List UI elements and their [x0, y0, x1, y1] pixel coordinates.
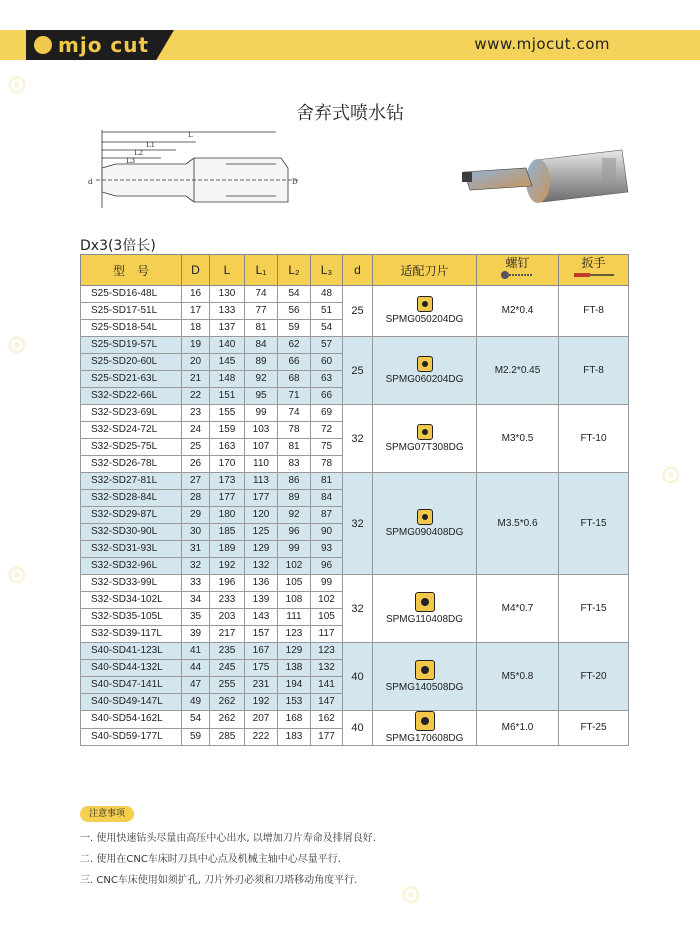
cell-L: 145	[210, 354, 245, 371]
cell-L1: 175	[245, 660, 278, 677]
cell-shank-d: 32	[343, 575, 373, 643]
cell-screw: M5*0.8	[477, 643, 559, 711]
screw-icon	[500, 270, 536, 280]
table-row	[81, 286, 629, 303]
cell-wrench: FT-8	[559, 286, 629, 337]
dim-D: D	[292, 178, 298, 186]
cell-D: 17	[182, 303, 210, 320]
cell-D: 35	[182, 609, 210, 626]
col-D: D	[182, 255, 210, 286]
cell-L: 177	[210, 490, 245, 507]
cell-L3: 93	[311, 541, 343, 558]
cell-L2: 123	[278, 626, 311, 643]
cell-L1: 136	[245, 575, 278, 592]
col-wrench-label: 扳手	[581, 256, 606, 270]
cell-L2: 66	[278, 354, 311, 371]
table-row	[81, 711, 629, 729]
cell-D: 34	[182, 592, 210, 609]
cell-L2: 153	[278, 694, 311, 711]
cell-L2: 74	[278, 405, 311, 422]
insert-icon	[417, 356, 433, 372]
cell-L1: 157	[245, 626, 278, 643]
cell-L: 255	[210, 677, 245, 694]
cell-L2: 86	[278, 473, 311, 490]
insert-code: SPMG060204DG	[385, 373, 464, 385]
note-item: 三. CNC车床使用如须扩孔, 刀片外刃必须和刀塔移动角度平行.	[80, 875, 358, 886]
cell-L: 203	[210, 609, 245, 626]
cell-L2: 71	[278, 388, 311, 405]
cell-D: 24	[182, 422, 210, 439]
watermark: ⊙	[6, 70, 28, 100]
cell-L: 245	[210, 660, 245, 677]
cell-L: 233	[210, 592, 245, 609]
cell-L2: 129	[278, 643, 311, 660]
cell-shank-d: 40	[343, 643, 373, 711]
col-d: d	[343, 255, 373, 286]
cell-L1: 177	[245, 490, 278, 507]
watermark: ⊙	[6, 330, 28, 360]
cell-L1: 231	[245, 677, 278, 694]
cell-L2: 68	[278, 371, 311, 388]
dim-L: L	[188, 131, 193, 139]
cell-L: 185	[210, 524, 245, 541]
cell-L1: 120	[245, 507, 278, 524]
col-wrench	[559, 255, 629, 286]
cell-model: S32-SD39-117L	[81, 626, 182, 643]
note-item: 二. 使用在CNC车床时刀具中心点及机械主轴中心尽量平行.	[80, 854, 341, 865]
cell-L: 196	[210, 575, 245, 592]
col-screw-label: 螺钉	[505, 256, 530, 270]
cell-L2: 138	[278, 660, 311, 677]
cell-L3: 75	[311, 439, 343, 456]
cell-D: 59	[182, 728, 210, 746]
cell-L3: 96	[311, 558, 343, 575]
watermark: ⊙	[660, 460, 682, 490]
table-row	[81, 575, 629, 592]
cell-D: 54	[182, 711, 210, 729]
dim-d: d	[88, 178, 93, 186]
notes-label: 注意事项	[80, 806, 134, 822]
cell-L1: 77	[245, 303, 278, 320]
cell-L1: 125	[245, 524, 278, 541]
cell-L: 155	[210, 405, 245, 422]
cell-L: 262	[210, 711, 245, 729]
cell-L3: 123	[311, 643, 343, 660]
cell-L1: 92	[245, 371, 278, 388]
cell-D: 21	[182, 371, 210, 388]
cell-D: 28	[182, 490, 210, 507]
cell-L3: 51	[311, 303, 343, 320]
cell-L: 192	[210, 558, 245, 575]
insert-icon	[417, 424, 433, 440]
cell-L2: 54	[278, 286, 311, 303]
cell-L3: 57	[311, 337, 343, 354]
cell-D: 47	[182, 677, 210, 694]
cell-model: S32-SD26-78L	[81, 456, 182, 473]
cell-L: 217	[210, 626, 245, 643]
table-header-row	[81, 255, 629, 286]
insert-code: SPMG110408DG	[385, 613, 464, 625]
cell-L1: 103	[245, 422, 278, 439]
cell-wrench: FT-25	[559, 711, 629, 746]
dim-L3: L3	[126, 157, 136, 165]
cell-L2: 96	[278, 524, 311, 541]
cell-L3: 141	[311, 677, 343, 694]
col-model: 型 号	[81, 255, 182, 286]
cell-model: S32-SD22-66L	[81, 388, 182, 405]
col-L1: L₁	[245, 255, 278, 286]
table-row	[81, 337, 629, 354]
cell-screw: M3.5*0.6	[477, 473, 559, 575]
cell-L2: 168	[278, 711, 311, 729]
col-screw	[477, 255, 559, 286]
cell-L2: 83	[278, 456, 311, 473]
table-row	[81, 473, 629, 490]
cell-L1: 129	[245, 541, 278, 558]
cell-L: 235	[210, 643, 245, 660]
cell-L2: 194	[278, 677, 311, 694]
cell-model: S32-SD29-87L	[81, 507, 182, 524]
cell-model: S32-SD33-99L	[81, 575, 182, 592]
cell-L3: 54	[311, 320, 343, 337]
cell-L: 148	[210, 371, 245, 388]
cell-L1: 207	[245, 711, 278, 729]
cell-L3: 84	[311, 490, 343, 507]
table-row	[81, 643, 629, 660]
drill-drawing	[76, 128, 316, 218]
cell-insert	[373, 405, 477, 473]
watermark: ⊙	[6, 560, 28, 590]
cell-shank-d: 32	[343, 473, 373, 575]
cell-L3: 105	[311, 609, 343, 626]
cell-model: S25-SD20-60L	[81, 354, 182, 371]
insert-code: SPMG07T308DG	[385, 441, 464, 453]
cell-L: 133	[210, 303, 245, 320]
cell-L1: 95	[245, 388, 278, 405]
cell-D: 29	[182, 507, 210, 524]
note-item: 一. 使用快速钻头尽量由高压中心出水, 以增加刀片寿命及排屑良好.	[80, 833, 376, 844]
watermark: ⊙	[400, 880, 422, 910]
cell-L3: 147	[311, 694, 343, 711]
cell-L3: 81	[311, 473, 343, 490]
col-insert: 适配刀片	[373, 255, 477, 286]
cell-L2: 56	[278, 303, 311, 320]
cell-model: S32-SD31-93L	[81, 541, 182, 558]
cell-L1: 84	[245, 337, 278, 354]
logo-text: mjo cut	[58, 33, 150, 57]
cell-L3: 87	[311, 507, 343, 524]
cell-L2: 108	[278, 592, 311, 609]
cell-D: 19	[182, 337, 210, 354]
cell-L2: 62	[278, 337, 311, 354]
cell-L3: 132	[311, 660, 343, 677]
cell-model: S25-SD16-48L	[81, 286, 182, 303]
cell-L1: 132	[245, 558, 278, 575]
cell-insert	[373, 711, 477, 746]
cell-L3: 66	[311, 388, 343, 405]
cell-screw: M3*0.5	[477, 405, 559, 473]
dim-L2: L2	[134, 149, 144, 157]
cell-L1: 113	[245, 473, 278, 490]
cell-L1: 99	[245, 405, 278, 422]
cell-L2: 99	[278, 541, 311, 558]
cell-L3: 117	[311, 626, 343, 643]
cell-model: S32-SD34-102L	[81, 592, 182, 609]
cell-screw: M6*1.0	[477, 711, 559, 746]
cell-D: 32	[182, 558, 210, 575]
cell-L: 151	[210, 388, 245, 405]
cell-model: S25-SD18-54L	[81, 320, 182, 337]
cell-L: 137	[210, 320, 245, 337]
cell-L: 170	[210, 456, 245, 473]
cell-model: S40-SD41-123L	[81, 643, 182, 660]
cell-model: S32-SD27-81L	[81, 473, 182, 490]
cell-L1: 81	[245, 320, 278, 337]
cell-L: 189	[210, 541, 245, 558]
cell-insert	[373, 286, 477, 337]
cell-L1: 167	[245, 643, 278, 660]
cell-D: 30	[182, 524, 210, 541]
cell-model: S40-SD49-147L	[81, 694, 182, 711]
cell-model: S40-SD44-132L	[81, 660, 182, 677]
cell-L2: 89	[278, 490, 311, 507]
cell-D: 49	[182, 694, 210, 711]
cell-model: S32-SD28-84L	[81, 490, 182, 507]
cell-wrench: FT-15	[559, 575, 629, 643]
cell-model: S25-SD21-63L	[81, 371, 182, 388]
cell-wrench: FT-20	[559, 643, 629, 711]
cell-D: 23	[182, 405, 210, 422]
cell-wrench: FT-8	[559, 337, 629, 405]
cell-insert	[373, 643, 477, 711]
cell-model: S40-SD59-177L	[81, 728, 182, 746]
cell-L: 173	[210, 473, 245, 490]
cell-L2: 59	[278, 320, 311, 337]
cell-model: S40-SD54-162L	[81, 711, 182, 729]
cell-L3: 78	[311, 456, 343, 473]
cell-D: 16	[182, 286, 210, 303]
cell-wrench: FT-15	[559, 473, 629, 575]
cell-model: S32-SD25-75L	[81, 439, 182, 456]
cell-L3: 102	[311, 592, 343, 609]
cell-wrench: FT-10	[559, 405, 629, 473]
cell-L3: 177	[311, 728, 343, 746]
cell-model: S32-SD32-96L	[81, 558, 182, 575]
cell-L3: 162	[311, 711, 343, 729]
cell-L3: 60	[311, 354, 343, 371]
cell-D: 22	[182, 388, 210, 405]
cell-L1: 107	[245, 439, 278, 456]
cell-model: S32-SD30-90L	[81, 524, 182, 541]
insert-icon	[415, 592, 435, 612]
cell-L3: 69	[311, 405, 343, 422]
cell-D: 18	[182, 320, 210, 337]
cell-L3: 90	[311, 524, 343, 541]
col-L2: L₂	[278, 255, 311, 286]
section-subtitle: Dx3(3倍长)	[80, 238, 156, 254]
cell-screw: M2.2*0.45	[477, 337, 559, 405]
cell-D: 44	[182, 660, 210, 677]
wrench-icon	[572, 270, 616, 280]
cell-L1: 74	[245, 286, 278, 303]
cell-L3: 99	[311, 575, 343, 592]
cell-L2: 78	[278, 422, 311, 439]
cell-D: 26	[182, 456, 210, 473]
insert-code: SPMG170608DG	[385, 733, 464, 744]
cell-D: 33	[182, 575, 210, 592]
col-L: L	[210, 255, 245, 286]
insert-icon	[417, 509, 433, 525]
cell-L1: 89	[245, 354, 278, 371]
cell-insert	[373, 337, 477, 405]
insert-code: SPMG140508DG	[385, 681, 464, 693]
cell-D: 41	[182, 643, 210, 660]
cell-shank-d: 40	[343, 711, 373, 746]
insert-icon	[415, 711, 435, 731]
insert-code: SPMG050204DG	[385, 314, 464, 325]
page-title: 舍弃式喷水钻	[296, 103, 404, 124]
cell-L3: 63	[311, 371, 343, 388]
cell-L: 163	[210, 439, 245, 456]
cell-L: 262	[210, 694, 245, 711]
logo-icon	[34, 36, 52, 54]
cell-L2: 92	[278, 507, 311, 524]
cell-shank-d: 25	[343, 337, 373, 405]
cell-screw: M2*0.4	[477, 286, 559, 337]
cell-L2: 81	[278, 439, 311, 456]
cell-model: S32-SD35-105L	[81, 609, 182, 626]
insert-icon	[415, 660, 435, 680]
cell-D: 39	[182, 626, 210, 643]
cell-L2: 111	[278, 609, 311, 626]
cell-L3: 72	[311, 422, 343, 439]
cell-D: 25	[182, 439, 210, 456]
cell-L1: 143	[245, 609, 278, 626]
insert-icon	[417, 296, 433, 312]
cell-L: 130	[210, 286, 245, 303]
cell-shank-d: 25	[343, 286, 373, 337]
cell-L2: 102	[278, 558, 311, 575]
col-L3: L₃	[311, 255, 343, 286]
cell-model: S32-SD23-69L	[81, 405, 182, 422]
cell-D: 27	[182, 473, 210, 490]
cell-L3: 48	[311, 286, 343, 303]
cell-L: 285	[210, 728, 245, 746]
spec-table	[80, 254, 629, 746]
cell-insert	[373, 473, 477, 575]
cell-model: S25-SD19-57L	[81, 337, 182, 354]
website-url[interactable]: www.mjocut.com	[474, 35, 610, 53]
table-row	[81, 405, 629, 422]
cell-D: 20	[182, 354, 210, 371]
drill-photo	[452, 128, 632, 218]
cell-L1: 192	[245, 694, 278, 711]
cell-screw: M4*0.7	[477, 575, 559, 643]
cell-L1: 110	[245, 456, 278, 473]
dim-L1: L1	[146, 141, 156, 149]
cell-L1: 222	[245, 728, 278, 746]
cell-model: S32-SD24-72L	[81, 422, 182, 439]
cell-L2: 183	[278, 728, 311, 746]
cell-L: 180	[210, 507, 245, 524]
cell-model: S40-SD47-141L	[81, 677, 182, 694]
cell-D: 31	[182, 541, 210, 558]
cell-model: S25-SD17-51L	[81, 303, 182, 320]
cell-L1: 139	[245, 592, 278, 609]
insert-code: SPMG090408DG	[385, 526, 464, 538]
cell-insert	[373, 575, 477, 643]
cell-L2: 105	[278, 575, 311, 592]
cell-L: 140	[210, 337, 245, 354]
cell-shank-d: 32	[343, 405, 373, 473]
cell-L: 159	[210, 422, 245, 439]
